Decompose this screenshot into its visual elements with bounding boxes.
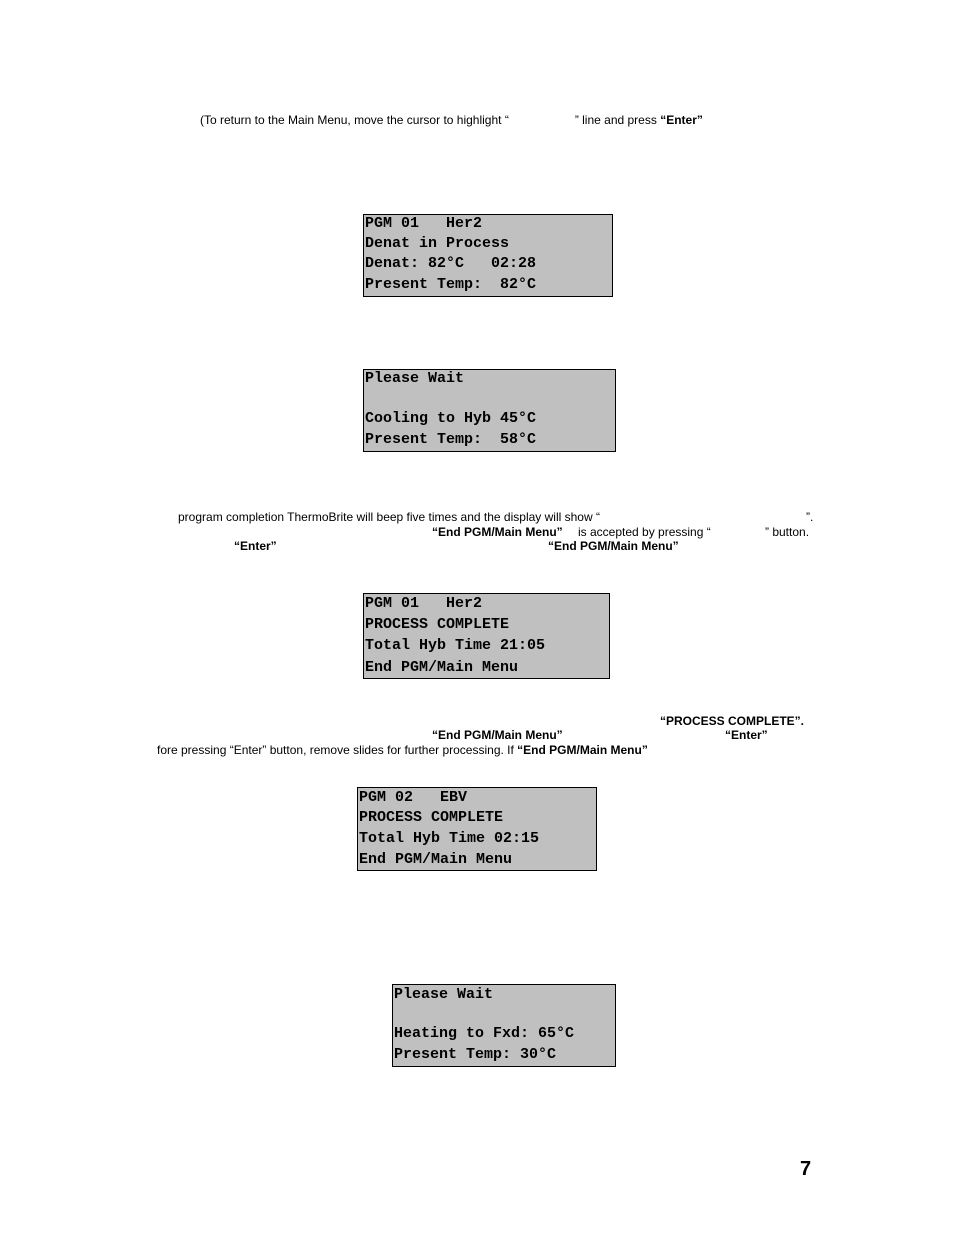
instruction-part: “Enter” — [660, 113, 703, 127]
instruction-text — [200, 113, 703, 127]
lcd-line: Total Hyb Time 21:05 — [365, 637, 546, 654]
lcd-line: PGM 01 Her2 — [365, 215, 483, 232]
paragraph-part: “Enter” — [725, 728, 768, 742]
lcd-display — [357, 787, 597, 871]
lcd-line: Denat: 82°C 02:28 — [365, 255, 537, 272]
lcd-line: End PGM/Main Menu — [365, 659, 519, 676]
lcd-line: Present Temp: 82°C — [365, 276, 537, 293]
lcd-line: PROCESS COMPLETE — [365, 616, 510, 633]
lcd-display — [392, 984, 616, 1067]
lcd-line: Total Hyb Time 02:15 — [359, 830, 540, 847]
paragraph-part: ”. — [806, 510, 814, 524]
page-number: 7 — [800, 1158, 812, 1180]
lcd-line: PGM 02 EBV — [359, 789, 468, 806]
paragraph-part: “End PGM/Main Menu” — [432, 525, 563, 539]
paragraph-part: is accepted by pressing “ — [578, 525, 711, 539]
lcd-line: Please Wait — [394, 986, 494, 1003]
paragraph-part: ” button. — [765, 525, 810, 539]
lcd-line: End PGM/Main Menu — [359, 851, 513, 868]
paragraph-part: program completion ThermoBrite will beep five times and the display will show “ — [178, 510, 600, 524]
lcd-line: Cooling to Hyb 45°C — [365, 410, 537, 427]
instruction-part: ” line and press — [574, 113, 657, 127]
lcd-line: Heating to Fxd: 65°C — [394, 1025, 575, 1042]
paragraph-part: “End PGM/Main Menu” — [517, 743, 648, 757]
lcd-display — [363, 214, 613, 297]
paragraph-part: “End PGM/Main Menu” — [432, 728, 563, 742]
lcd-line: Present Temp: 58°C — [365, 431, 537, 448]
lcd-line: Please Wait — [365, 370, 465, 387]
lcd-line: Denat in Process — [365, 235, 510, 252]
lcd-line: Present Temp: 30°C — [394, 1046, 557, 1063]
paragraph-part: “PROCESS COMPLETE”. — [660, 714, 805, 728]
paragraph-part: “Enter” — [234, 539, 277, 553]
lcd-display — [363, 593, 610, 679]
paragraph-line — [157, 743, 648, 757]
paragraph-line — [178, 510, 600, 524]
lcd-display — [363, 369, 616, 452]
instruction-part: (To return to the Main Menu, move the cursor to highlight “ — [200, 113, 509, 127]
lcd-line: PGM 01 Her2 — [365, 595, 483, 612]
paragraph-part: “End PGM/Main Menu” — [548, 539, 679, 553]
lcd-line: PROCESS COMPLETE — [359, 809, 504, 826]
paragraph-part: fore pressing “Enter” button, remove slides for further processing. If — [157, 743, 514, 757]
